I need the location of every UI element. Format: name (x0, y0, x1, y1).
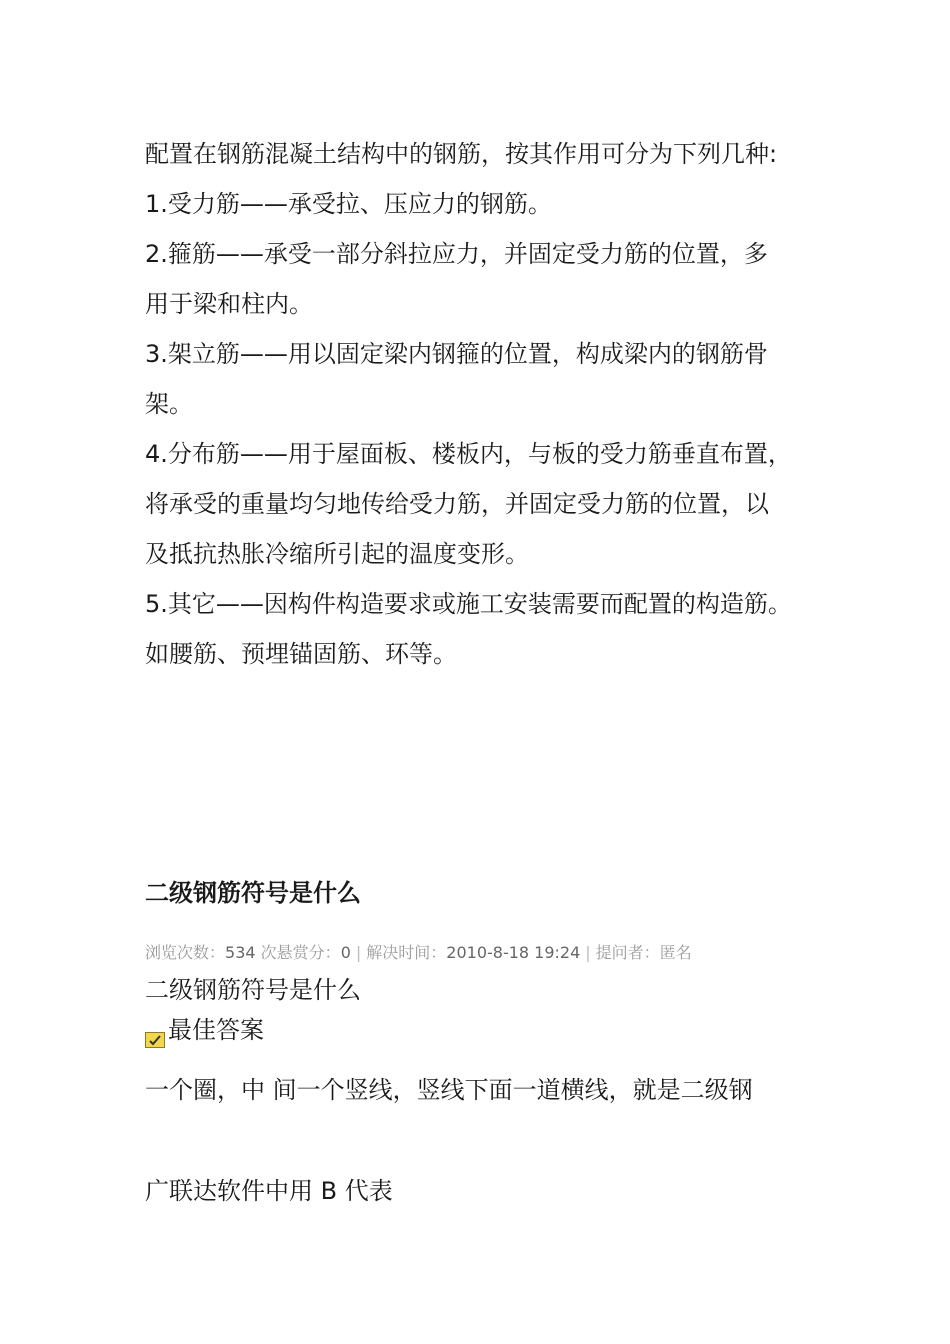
meta-separator: | (355, 943, 362, 962)
views-unit: 次 (260, 943, 277, 962)
question-title: 二级钢筋符号是什么 (145, 879, 361, 907)
intro-paragraph: 如腰筋、预埋锚固筋、环等。 (145, 640, 457, 668)
intro-paragraph: 4.分布筋——用于屋面板、楼板内，与板的受力筋垂直布置， (145, 440, 792, 468)
question-text: 二级钢筋符号是什么 (145, 976, 361, 1004)
intro-paragraph: 及抵抗热胀冷缩所引起的温度变形。 (145, 540, 529, 568)
best-answer-icon (145, 1022, 165, 1038)
question-meta (145, 940, 692, 966)
intro-paragraph: 将承受的重量均匀地传给受力筋，并固定受力筋的位置，以 (145, 490, 769, 518)
asker-value: 匿名 (659, 943, 692, 962)
views-value: 534 (225, 943, 256, 962)
intro-paragraph: 3.架立筋——用以固定梁内钢箍的位置，构成梁内的钢筋骨 (145, 340, 768, 368)
best-answer-text: 一个圈，中 间一个竖线，竖线下面一道横线，就是二级钢 (145, 1076, 753, 1104)
solved-value: 2010-8-18 19:24 (446, 943, 581, 962)
reward-label: 悬赏分： (276, 943, 341, 962)
intro-paragraph: 用于梁和柱内。 (145, 290, 313, 318)
intro-paragraph: 1.受力筋——承受拉、压应力的钢筋。 (145, 190, 552, 218)
intro-section (145, 129, 835, 679)
best-answer-heading (145, 1012, 264, 1048)
intro-paragraph: 配置在钢筋混凝土结构中的钢筋，按其作用可分为下列几种: (145, 140, 778, 168)
intro-paragraph: 架。 (145, 390, 193, 418)
solved-label: 解决时间： (366, 943, 447, 962)
intro-paragraph: 5.其它——因构件构造要求或施工安装需要而配置的构造筋。 (145, 590, 792, 618)
views-label: 浏览次数： (145, 943, 226, 962)
meta-separator: | (585, 943, 591, 962)
software-note: 广联达软件中用 B 代表 (145, 1177, 393, 1205)
best-answer-icon-bg (146, 1033, 165, 1048)
asker-label: 提问者： (595, 943, 660, 962)
best-answer-label: 最佳答案 (168, 1016, 264, 1044)
reward-value: 0 (340, 943, 351, 962)
intro-paragraph: 2.箍筋——承受一部分斜拉应力，并固定受力筋的位置，多 (145, 240, 768, 268)
